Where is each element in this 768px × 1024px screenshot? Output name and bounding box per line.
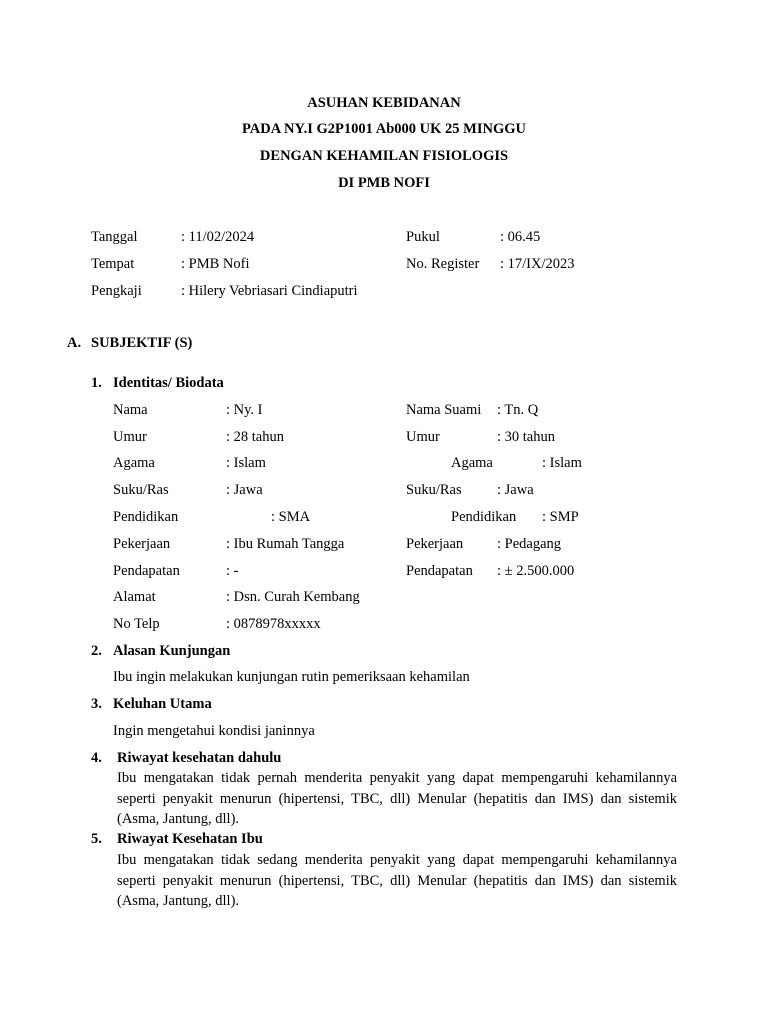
husband-nama-label: Nama Suami — [406, 402, 482, 418]
alasan-text: Ibu ingin melakukan kunjungan rutin pemeriksaan kehamilan — [113, 669, 470, 685]
keluhan-text: Ingin mengetahui kondisi janinnya — [113, 723, 315, 739]
wife-pendapatan-label: Pendapatan — [113, 563, 180, 579]
wife-suku-value: : Jawa — [226, 482, 263, 498]
husband-suku-label: Suku/Ras — [406, 482, 462, 498]
riwayat-dahulu-heading: Riwayat kesehatan dahulu — [117, 750, 282, 766]
wife-pendidikan-value: : SMA — [271, 509, 311, 525]
section-a-title: SUBJEKTIF (S) — [91, 335, 193, 351]
tanggal-value: : 11/02/2024 — [181, 229, 255, 245]
alasan-heading: Alasan Kunjungan — [113, 643, 231, 659]
doc-title-line-2: PADA NY.I G2P1001 Ab000 UK 25 MINGGU — [242, 121, 526, 137]
wife-telp-value: : 0878978xxxxx — [226, 616, 321, 632]
husband-pekerjaan-label: Pekerjaan — [406, 536, 464, 552]
pengkaji-label: Pengkaji — [91, 283, 142, 299]
wife-umur-label: Umur — [113, 429, 147, 445]
wife-suku-label: Suku/Ras — [113, 482, 169, 498]
wife-pendidikan-label: Pendidikan — [113, 509, 179, 525]
husband-umur-value: : 30 tahun — [497, 429, 555, 445]
riwayat-dahulu-number: 4. — [91, 750, 102, 766]
wife-nama-label: Nama — [113, 402, 148, 418]
wife-alamat-label: Alamat — [113, 589, 156, 605]
register-label: No. Register — [406, 256, 480, 272]
husband-pekerjaan-value: : Pedagang — [497, 536, 562, 552]
doc-title-line-1: ASUHAN KEBIDANAN — [307, 95, 461, 111]
tempat-label: Tempat — [91, 256, 135, 272]
pukul-value: : 06.45 — [500, 229, 541, 245]
husband-pendidikan-label: Pendidikan — [451, 509, 517, 525]
wife-agama-label: Agama — [113, 455, 155, 471]
section-a-marker: A. — [67, 335, 82, 351]
husband-pendapatan-label: Pendapatan — [406, 563, 473, 579]
husband-umur-label: Umur — [406, 429, 440, 445]
tempat-value: : PMB Nofi — [181, 256, 250, 272]
register-value: : 17/IX/2023 — [500, 256, 575, 272]
wife-pendapatan-value: : - — [226, 563, 239, 579]
doc-title-line-4: DI PMB NOFI — [338, 175, 430, 191]
identitas-heading: Identitas/ Biodata — [113, 375, 224, 391]
keluhan-number: 3. — [91, 696, 102, 712]
wife-agama-value: : Islam — [226, 455, 266, 471]
wife-umur-value: : 28 tahun — [226, 429, 284, 445]
wife-alamat-value: : Dsn. Curah Kembang — [226, 589, 360, 605]
riwayat-ibu-heading: Riwayat Kesehatan Ibu — [117, 831, 263, 847]
wife-pekerjaan-label: Pekerjaan — [113, 536, 171, 552]
keluhan-heading: Keluhan Utama — [113, 696, 212, 712]
riwayat-ibu-text: Ibu mengatakan tidak sedang menderita penyakit yang dapat mempengaruhi kehamilannya seperti penyakit menurun (hipertensi, TBC, dll) Menular (hepatitis dan IMS) dan sistemik (Asma, Jantung, dll). — [117, 852, 677, 909]
wife-nama-value: : Ny. I — [226, 402, 263, 418]
wife-telp-label: No Telp — [113, 616, 160, 632]
alasan-number: 2. — [91, 643, 102, 659]
wife-pekerjaan-value: : Ibu Rumah Tangga — [226, 536, 345, 552]
doc-title-line-3: DENGAN KEHAMILAN FISIOLOGIS — [259, 148, 509, 164]
pengkaji-value: : Hilery Vebriasari Cindiaputri — [181, 283, 358, 299]
husband-pendapatan-value: : ± 2.500.000 — [497, 563, 575, 579]
husband-pendidikan-value: : SMP — [542, 509, 579, 525]
husband-suku-value: : Jawa — [497, 482, 534, 498]
identitas-number: 1. — [91, 375, 102, 391]
husband-agama-label: Agama — [451, 455, 493, 471]
riwayat-ibu-number: 5. — [91, 831, 102, 847]
tanggal-label: Tanggal — [91, 229, 138, 245]
riwayat-dahulu-text: Ibu mengatakan tidak pernah menderita penyakit yang dapat mempengaruhi kehamilannya seperti penyakit menurun (hipertensi, TBC, dll) Menular (hepatitis dan IMS) dan sistemik (Asma, Jantung, dll). — [117, 770, 677, 827]
husband-nama-value: : Tn. Q — [497, 402, 539, 418]
pukul-label: Pukul — [406, 229, 440, 245]
husband-agama-value: : Islam — [542, 455, 582, 471]
